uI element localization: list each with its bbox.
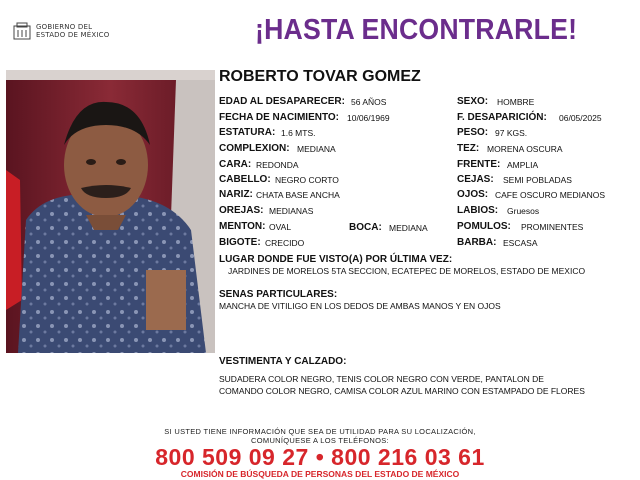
comision-name: COMISIÓN DE BÚSQUEDA DE PERSONAS DEL ESTADO DE MÉXICO: [180, 469, 460, 479]
barba-value: ESCASA: [503, 238, 538, 248]
cara-label: CARA:: [219, 159, 252, 170]
ojos-value: CAFE OSCURO MEDIANOS: [495, 190, 606, 200]
bigote-value: CRECIDO: [265, 238, 305, 248]
person-name: ROBERTO TOVAR GOMEZ: [219, 68, 421, 85]
edad-value: 56 AÑOS: [351, 97, 387, 107]
estatura-value: 1.6 MTS.: [281, 128, 316, 138]
boca-value: MEDIANA: [389, 223, 428, 233]
sexo-label: SEXO:: [457, 96, 489, 107]
orejas-label: OREJAS:: [219, 205, 264, 216]
tez-value: MORENA OSCURA: [487, 144, 563, 154]
peso-label: PESO:: [457, 127, 489, 138]
phone-numbers: [0, 444, 640, 471]
sexo-value: HOMBRE: [497, 97, 535, 107]
tez-label: TEZ:: [457, 143, 480, 154]
barba-label: BARBA:: [457, 237, 497, 248]
nariz-label: NARIZ:: [219, 189, 253, 200]
phone-1[interactable]: 800 509 09 27: [155, 444, 309, 470]
menton-label: MENTON:: [219, 221, 266, 232]
estatura-label: ESTATURA:: [219, 127, 276, 138]
fecha-nacimiento-value: 10/06/1969: [347, 113, 390, 123]
senas-label: SENAS PARTICULARES:: [219, 289, 338, 300]
labios-label: LABIOS:: [457, 205, 499, 216]
cejas-label: CEJAS:: [457, 174, 494, 185]
frente-label: FRENTE:: [457, 159, 501, 170]
fecha-desaparicion-label: F. DESAPARICIÓN:: [457, 112, 547, 123]
cabello-value: NEGRO CORTO: [275, 175, 339, 185]
orejas-value: MEDIANAS: [269, 206, 314, 216]
ojos-label: OJOS:: [457, 189, 489, 200]
complexion-value: MEDIANA: [297, 144, 336, 154]
menton-value: OVAL: [269, 222, 292, 232]
cejas-value: SEMI POBLADAS: [503, 175, 572, 185]
contact-info-line-2: COMUNÍQUESE A LOS TELÉFONOS:: [251, 436, 389, 445]
bigote-label: BIGOTE:: [219, 237, 261, 248]
pomulos-value: PROMINENTES: [521, 222, 584, 232]
complexion-label: COMPLEXION:: [219, 143, 290, 154]
pomulos-label: POMULOS:: [457, 221, 511, 232]
peso-value: 97 KGS.: [495, 128, 528, 138]
cara-value: REDONDA: [256, 160, 299, 170]
cabello-label: CABELLO:: [219, 174, 271, 185]
state-seal-icon: [12, 22, 32, 42]
headline: ¡HASTA ENCONTRARLE!: [255, 14, 578, 46]
frente-value: AMPLIA: [507, 160, 539, 170]
gov-line-2: ESTADO DE MÉXICO: [36, 31, 110, 39]
lugar-value: JARDINES DE MORELOS 5TA SECCION, ECATEPEC DE MORELOS, ESTADO DE MEXICO: [228, 266, 586, 276]
vestimenta-line-2: COMANDO COLOR NEGRO, CAMISA COLOR AZUL MARINO CON ESTAMPADO DE FLORES: [219, 386, 585, 396]
phone-separator: •: [315, 444, 325, 470]
boca-label: BOCA:: [349, 222, 382, 233]
fecha-nacimiento-label: FECHA DE NACIMIENTO:: [219, 112, 339, 123]
vestimenta-label: VESTIMENTA Y CALZADO:: [219, 356, 347, 367]
edad-label: EDAD AL DESAPARECER:: [219, 96, 345, 107]
gov-line-1: GOBIERNO DEL: [36, 23, 93, 31]
missing-person-photo: [6, 70, 215, 353]
phone-2[interactable]: 800 216 03 61: [331, 444, 485, 470]
contact-info-line-1: SI USTED TIENE INFORMACIÓN QUE SEA DE UTILIDAD PARA SU LOCALIZACIÓN,: [164, 427, 476, 436]
lugar-label: LUGAR DONDE FUE VISTO(A) POR ÚLTIMA VEZ:: [219, 254, 453, 265]
senas-value: MANCHA DE VITILIGO EN LOS DEDOS DE AMBAS MANOS Y EN OJOS: [219, 301, 501, 311]
labios-value: Gruesos: [507, 206, 540, 216]
nariz-value: CHATA BASE ANCHA: [256, 190, 340, 200]
fecha-desaparicion-value: 06/05/2025: [559, 113, 602, 123]
government-logo: [12, 20, 122, 46]
vestimenta-line-1: SUDADERA COLOR NEGRO, TENIS COLOR NEGRO CON VERDE, PANTALON DE: [219, 374, 544, 384]
contact-info: [0, 427, 640, 445]
